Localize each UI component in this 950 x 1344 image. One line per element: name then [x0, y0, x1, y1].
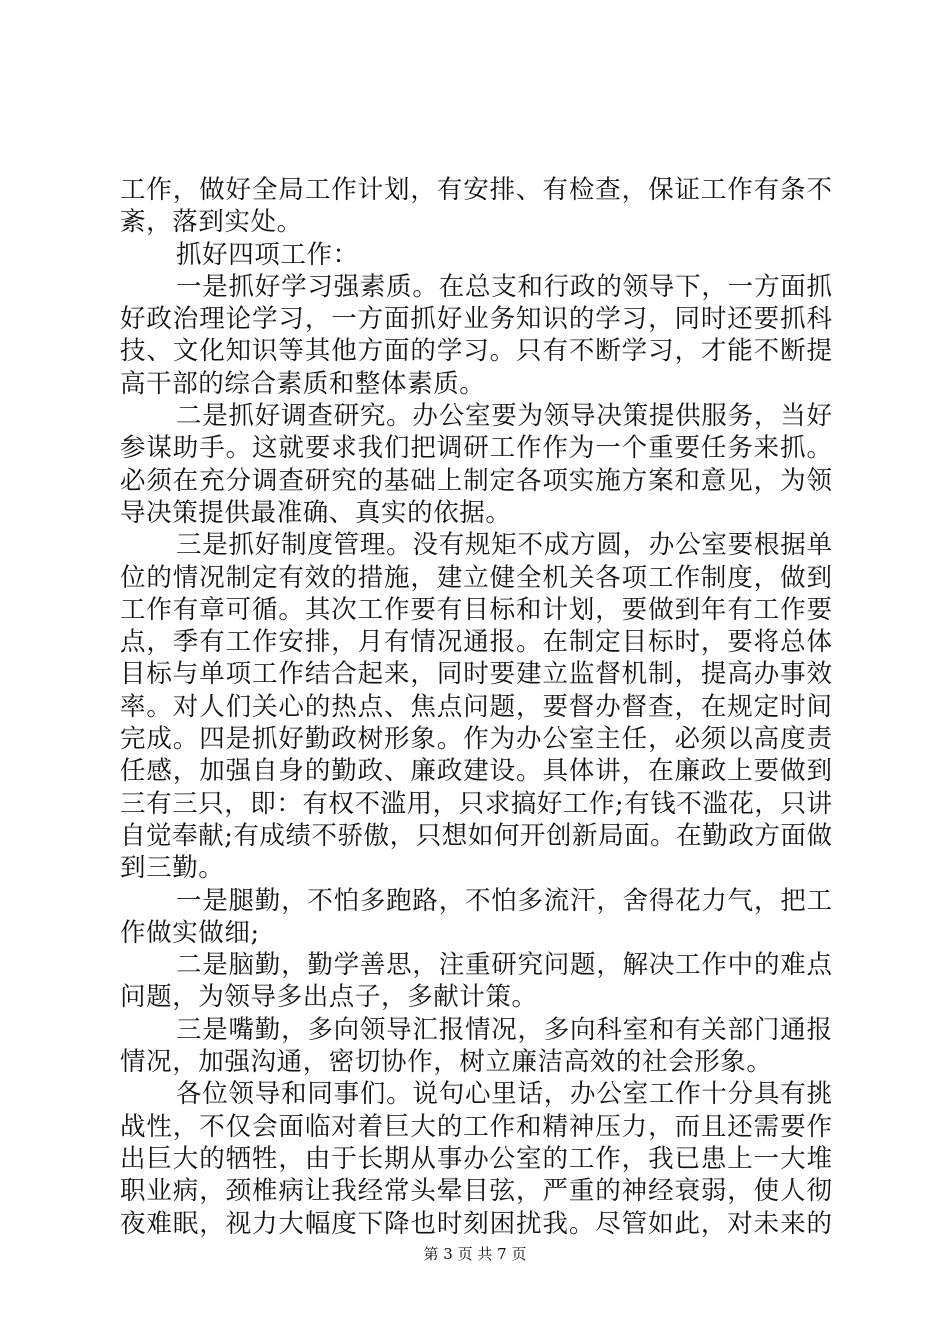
text-line: 出巨大的牺牲，由于长期从事办公室的工作，我已患上一大堆	[120, 1143, 832, 1174]
text-line: 工作，做好全局工作计划，有安排、有检查，保证工作有条不	[120, 175, 832, 205]
text-line: 问题，为领导多出点子，多献计策。	[120, 982, 538, 1013]
text-line: 点，季有工作安排，月有情况通报。在制定目标时，要将总体	[120, 627, 832, 658]
text-line: 导决策提供最准确、真实的依据。	[120, 497, 512, 528]
text-line: 三是嘴勤，多向领导汇报情况，多向科室和有关部门通报	[176, 1014, 832, 1045]
text-line: 抓好四项工作：	[176, 239, 359, 270]
page-footer: 第 3 页 共 7 页	[423, 1245, 527, 1263]
text-line: 一是抓好学习强素质。在总支和行政的领导下，一方面抓	[176, 271, 832, 302]
document-body	[120, 174, 832, 1240]
text-line: 各位领导和同事们。说句心里话，办公室工作十分具有挑	[176, 1079, 832, 1110]
text-line: 位的情况制定有效的措施，建立健全机关各项工作制度，做到	[120, 562, 832, 593]
text-line: 高干部的综合素质和整体素质。	[120, 368, 486, 399]
text-line: 战性，不仅会面临对着巨大的工作和精神压力，而且还需要作	[120, 1111, 832, 1142]
text-line: 工作有章可循。其次工作要有目标和计划，要做到年有工作要	[120, 594, 832, 625]
text-line: 自觉奉献;有成绩不骄傲，只想如何开创新局面。在勤政方面做	[120, 820, 832, 851]
text-line: 必须在充分调查研究的基础上制定各项实施方案和意见，为领	[120, 465, 832, 496]
text-line: 情况，加强沟通，密切协作，树立廉洁高效的社会形象。	[120, 1047, 773, 1078]
text-line: 夜难眠，视力大幅度下降也时刻困扰我。尽管如此，对未来的	[120, 1208, 832, 1239]
text-line: 率。对人们关心的热点、焦点问题，要督办督查，在规定时间	[120, 691, 832, 722]
text-line: 三有三只，即：有权不滥用，只求搞好工作;有钱不滥花，只讲	[120, 788, 832, 819]
text-line: 一是腿勤，不怕多跑路，不怕多流汗，舍得花力气，把工	[176, 885, 832, 916]
text-line: 参谋助手。这就要求我们把调研工作作为一个重要任务来抓。	[120, 433, 832, 464]
text-line: 作做实做细;	[120, 917, 260, 948]
text-line: 二是脑勤，勤学善思，注重研究问题，解决工作中的难点	[176, 950, 832, 981]
text-line: 二是抓好调查研究。办公室要为领导决策提供服务，当好	[176, 401, 832, 432]
text-line: 紊，落到实处。	[120, 207, 303, 238]
text-line: 职业病，颈椎病让我经常头晕目弦，严重的神经衰弱，使人彻	[120, 1176, 832, 1207]
text-line: 到三勤。	[120, 853, 225, 884]
text-line: 目标与单项工作结合起来，同时要建立监督机制，提高办事效	[120, 659, 832, 690]
text-line: 任感，加强自身的勤政、廉政建设。具体讲，在廉政上要做到	[120, 756, 832, 787]
text-line: 完成。四是抓好勤政树形象。作为办公室主任，必须以高度责	[120, 724, 832, 755]
text-line: 技、文化知识等其他方面的学习。只有不断学习，才能不断提	[120, 336, 832, 367]
text-line: 好政治理论学习，一方面抓好业务知识的学习，同时还要抓科	[120, 304, 832, 335]
text-line: 三是抓好制度管理。没有规矩不成方圆，办公室要根据单	[176, 530, 832, 561]
